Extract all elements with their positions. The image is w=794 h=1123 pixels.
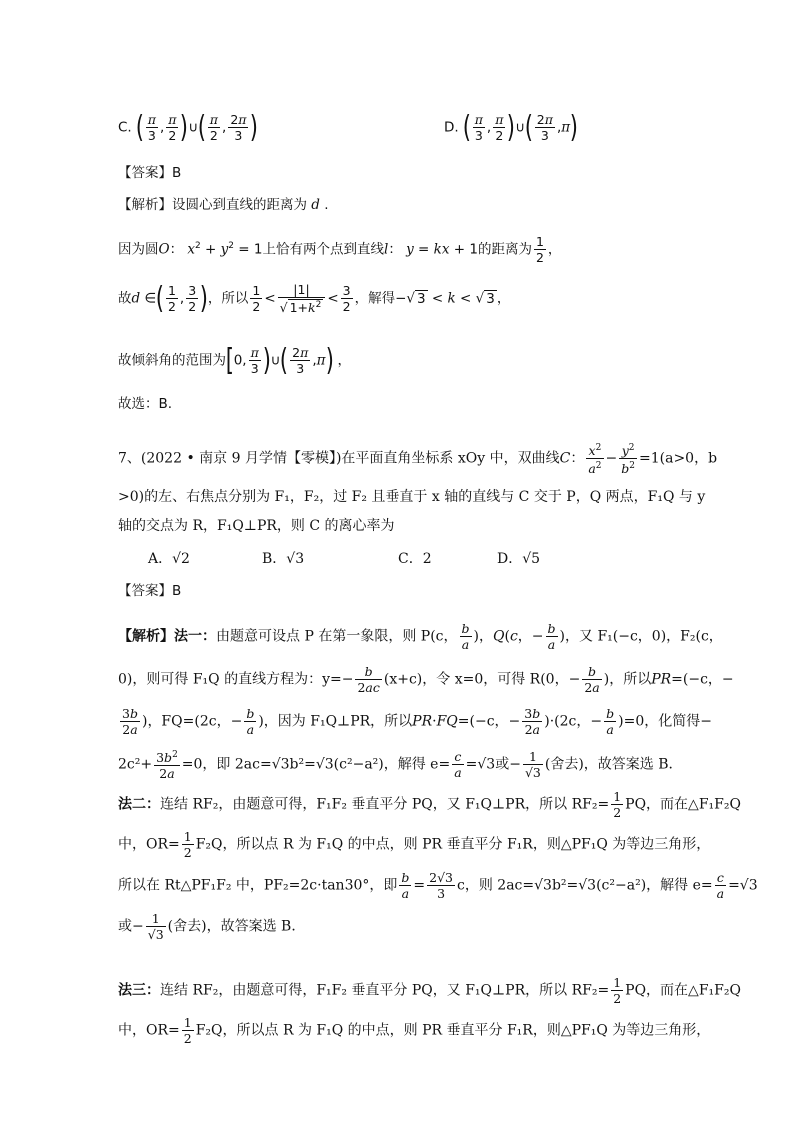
q6-analysis-line-4: 故倾斜角的范围为[0, $\frac{\pi}{3}$ )∪( $\frac{2\pi}{3}$ ,π) ，: [118, 342, 352, 378]
text: 7、(2022 • 南京 9 月学情【零模】)在平面直角坐标系 xOy 中，双曲线: [118, 450, 560, 467]
q7-m2-line-4: 或− $\frac{1}{√3}$ (舍去)，故答案选 B．: [118, 911, 306, 942]
text: 上恰有两个点到直线: [262, 241, 384, 258]
text: 故倾斜角的范围为: [118, 352, 226, 369]
text: 连结 RF₂，由题意可得，F₁F₂ 垂直平分 PQ，又 F₁Q⊥PR，所以 RF₂=: [160, 982, 610, 999]
q7-m1-line-4: 2c²+ $\frac{3b^2}{2a}$ =0，即 2ac=√3b²=√3(c²−a²)，解得 e= $\frac{c}{a}$ =√3或− $\frac{1}{√3}$ (舍去)，故答案选 B．: [118, 749, 683, 782]
option-c: C. ( $\frac{\pi}{3}$ , $\frac{\pi}{2}$ )∪( $\frac{\pi}{2}$ , $\frac{2\pi}{3}$ ): [118, 109, 259, 145]
text: 中，OR=: [118, 1022, 180, 1039]
q7-answer: 【答案】B: [118, 583, 182, 599]
analysis-label: 【解析】: [118, 197, 172, 213]
q7-stem-line-3: 轴的交点为 R，F₁Q⊥PR，则 C 的离心率为: [118, 518, 395, 534]
option-c-label: C.: [118, 119, 132, 136]
text: 由题意可设点 P 在第一象限，则 P(c，: [216, 628, 458, 645]
text: 连结 RF₂，由题意可得，F₁F₂ 垂直平分 PQ，又 F₁Q⊥PR，所以 RF₂=: [160, 796, 610, 813]
q6-answer: 【答案】B: [118, 165, 182, 181]
text: 因为圆: [118, 241, 159, 258]
text: 故: [118, 290, 132, 307]
text: 中，OR=: [118, 836, 180, 853]
q7-m1-line-2: 0)，则可得 F₁Q 的直线方程为：y=− $\frac{b}{2ac}$ (x+c)，令 x=0，可得 R(0，− $\frac{b}{2a}$ )，所以PR=(−c，−: [118, 664, 734, 695]
q6-analysis-line-2: 因为圆O： $x^2 + y^2 = 1$上恰有两个点到直线l： y = kx + 1的距离为 $\frac{1}{2}$ ，: [118, 234, 562, 265]
text: 0)，则可得 F₁Q 的直线方程为：y=−: [118, 671, 354, 688]
option-d: D. ( $\frac{\pi}{3}$ , $\frac{\pi}{2}$ )∪( $\frac{2\pi}{3}$ ,π): [444, 109, 579, 145]
text: ，所以: [207, 290, 249, 307]
q7-m2-line-2: 中，OR= $\frac{1}{2}$ F₂Q，所以点 R 为 F₁Q 的中点，则 PR 垂直平分 F₁R，则△PF₁Q 为等边三角形，: [118, 829, 711, 860]
q7-stem-line-1: 7、(2022 • 南京 9 月学情【零模】)在平面直角坐标系 xOy 中，双曲线C： $\frac{x^2}{a^2}$ − $\frac{y^2}{b^2}$ =1(a>0，b: [118, 443, 718, 477]
q7-m1-line-3: $\frac{3b}{2a}$ )，FQ=(2c，− $\frac{b}{a}$ )，因为 F₁Q⊥PR，所以PR·FQ=(−c，− $\frac{3b}{2a}$ )·(2c，− $\frac{b}{a}$ )=0，化简得−: [122, 706, 712, 737]
method-label: 【解析】法一：: [118, 628, 216, 645]
text: F₂Q，所以点 R 为 F₁Q 的中点，则 PR 垂直平分 F₁R，则△PF₁Q 为等边三角形，: [195, 836, 711, 853]
q7-m2-line-1: 法二：连结 RF₂，由题意可得，F₁F₂ 垂直平分 PQ，又 F₁Q⊥PR，所以 RF₂= $\frac{1}{2}$ PQ，而在△F₁F₂Q: [118, 789, 741, 820]
q7-option-a: A．√2: [148, 551, 190, 567]
method-label: 法三：: [118, 982, 160, 999]
text: PQ，而在△F₁F₂Q: [625, 982, 741, 999]
text: F₂Q，所以点 R 为 F₁Q 的中点，则 PR 垂直平分 F₁R，则△PF₁Q 为等边三角形，: [195, 1022, 711, 1039]
q7-stem-line-2: >0)的左、右焦点分别为 F₁，F₂，过 F₂ 且垂直于 x 轴的直线与 C 交于 P，Q 两点，F₁Q 与 y: [118, 489, 706, 505]
text: 所以在 Rt△PF₁F₂ 中，PF₂=2c·tan30°，即: [118, 877, 398, 894]
q7-m2-line-3: 所以在 Rt△PF₁F₂ 中，PF₂=2c·tan30°，即 $\frac{b}{a}$ = $\frac{2√3}{3}$ c，则 2ac=√3b²=√3(c²−a²)，解得 e= $\frac{c}{a}$ =√3: [118, 870, 758, 901]
text: 的距离为: [477, 241, 532, 258]
text: 2c²+: [118, 756, 153, 773]
text: 设圆心到直线的距离为: [172, 197, 307, 213]
text: =1(a>0，b: [639, 450, 718, 467]
q7-option-b: B．√3: [262, 551, 305, 567]
q6-analysis-line-3: 故d ∈( $\frac{1}{2}$ , $\frac{3}{2}$ )，所以 $\frac{1}{2}$ < $\frac{|1|}{√ 1+k^2}$ < $\frac{3}{2}$ ，解得−√ 3 < k < √ 3 ，: [118, 280, 511, 316]
q7-option-c: C．2: [398, 551, 432, 567]
q7-m3-line-1: 法三：连结 RF₂，由题意可得，F₁F₂ 垂直平分 PQ，又 F₁Q⊥PR，所以 RF₂= $\frac{1}{2}$ PQ，而在△F₁F₂Q: [118, 975, 741, 1006]
q6-conclusion: 故选：B.: [118, 396, 173, 412]
method-label: 法二：: [118, 796, 160, 813]
q7-m3-line-2: 中，OR= $\frac{1}{2}$ F₂Q，所以点 R 为 F₁Q 的中点，则 PR 垂直平分 F₁R，则△PF₁Q 为等边三角形，: [118, 1015, 711, 1046]
option-d-label: D.: [444, 119, 459, 136]
q6-analysis-line-1: 【解析】设圆心到直线的距离为 d .: [118, 197, 329, 213]
q7-option-d: D．√5: [497, 551, 541, 567]
text: PQ，而在△F₁F₂Q: [625, 796, 741, 813]
q7-m1-line-1: 【解析】法一：由题意可设点 P 在第一象限，则 P(c， $\frac{b}{a}$ )，Q(c，− $\frac{b}{a}$ )，又 F₁(−c，0)，F₂(c，: [118, 621, 723, 652]
text: ，解得: [354, 290, 396, 307]
text: ，FQ=(2c，−: [147, 713, 243, 730]
text: 或−: [118, 918, 144, 935]
